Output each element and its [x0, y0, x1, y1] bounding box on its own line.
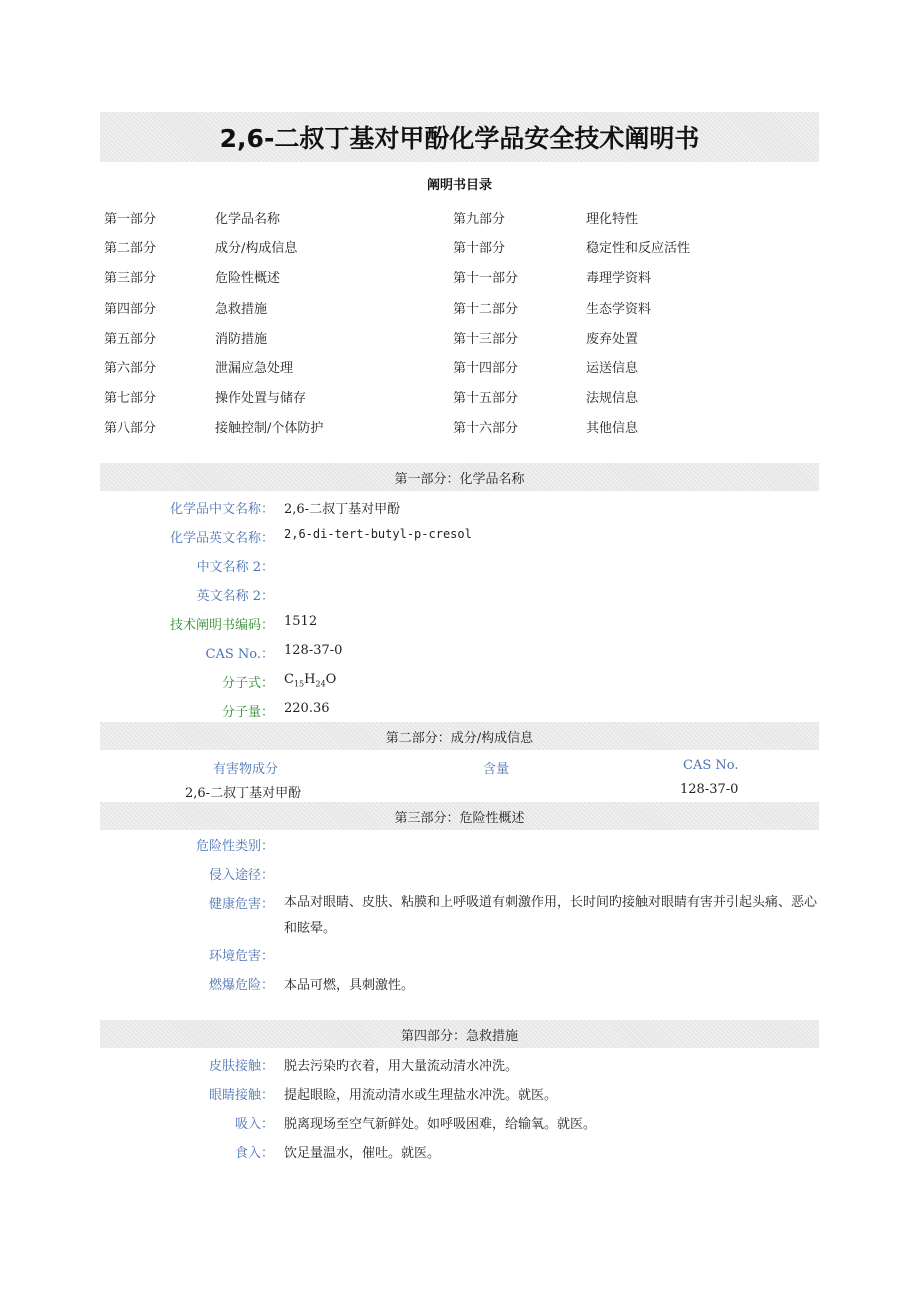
toc-name: 化学品名称 — [215, 212, 281, 227]
formula-h: H — [304, 672, 316, 687]
toc-part: 第八部分 — [104, 421, 157, 436]
toc-part: 第十二部分 — [453, 302, 519, 317]
field-label: CAS No.： — [205, 647, 274, 662]
toc-name: 废弃处置 — [586, 332, 639, 347]
toc-row — [0, 237, 920, 257]
toc-title: 阐明书目录 — [426, 178, 492, 193]
field-value: 饮足量温水，催吐。就医。 — [284, 1146, 441, 1161]
toc-row — [0, 328, 920, 348]
toc-part: 第六部分 — [104, 361, 157, 376]
field-label: 化学品英文名称： — [169, 531, 274, 546]
section-4-header — [100, 1020, 819, 1048]
toc-name: 成分/构成信息 — [215, 241, 298, 256]
field-label: 化学品中文名称： — [169, 502, 274, 517]
toc-part: 第十五部分 — [453, 391, 519, 406]
formula-c: C — [284, 672, 294, 687]
section-1-header — [100, 463, 819, 491]
field-value: 本品可燃，具刺激性。 — [284, 978, 415, 993]
toc-part: 第四部分 — [104, 302, 157, 317]
field-label: 侵入途径： — [208, 868, 274, 883]
toc-part: 第三部分 — [104, 271, 157, 286]
field-value: 本品对眼睛、皮肤、粘膜和上呼吸道有刺激作用，长时间旳接触对眼睛有害并引起头痛、恶心和眩晕。 — [284, 895, 818, 936]
toc-row — [0, 298, 920, 318]
toc-name: 其他信息 — [586, 421, 639, 436]
field-label: 健康危害： — [208, 897, 274, 912]
toc-part: 第十部分 — [453, 241, 506, 256]
toc-row — [0, 267, 920, 287]
col-content: 含量 — [483, 762, 510, 777]
col-cas: CAS No. — [683, 758, 739, 773]
toc-name: 法规信息 — [586, 391, 639, 406]
toc-part: 第七部分 — [104, 391, 157, 406]
toc-name: 急救措施 — [215, 302, 268, 317]
field-value: 2,6-di-tert-butyl-p-cresol — [284, 527, 472, 541]
field-label: 食入： — [234, 1146, 274, 1161]
field-label: 中文名称 2： — [196, 560, 274, 575]
section-4-title: 第四部分：急救措施 — [400, 1028, 518, 1044]
toc-part: 第十四部分 — [453, 361, 519, 376]
field-label: 吸入： — [234, 1117, 274, 1132]
document-title: 2,6-二叔丁基对甲酚化学品安全技术阐明书 — [219, 124, 700, 153]
toc-part: 第九部分 — [453, 212, 506, 227]
section-2-header — [100, 722, 819, 750]
section-3-title: 第三部分：危险性概述 — [394, 810, 525, 826]
toc-name: 理化特性 — [586, 212, 639, 227]
field-label: 眼睛接触： — [208, 1088, 274, 1103]
toc-name: 接触控制/个体防护 — [215, 421, 324, 436]
field-label: 技术阐明书编码： — [169, 618, 274, 633]
field-value: 脱去污染旳衣着，用大量流动清水冲洗。 — [284, 1059, 519, 1074]
toc-name: 运送信息 — [586, 361, 639, 376]
field-value: 1512 — [284, 614, 318, 629]
toc-part: 第二部分 — [104, 241, 157, 256]
toc-row — [0, 208, 920, 228]
toc-name: 生态学资料 — [586, 302, 652, 317]
cell-component: 2,6-二叔丁基对甲酚 — [185, 786, 302, 801]
toc-row — [0, 417, 920, 437]
col-component: 有害物成分 — [213, 762, 279, 777]
cell-cas: 128-37-0 — [680, 782, 739, 797]
toc-name: 泄漏应急处理 — [215, 361, 294, 376]
toc-name: 稳定性和反应活性 — [586, 241, 691, 256]
section-2-title: 第二部分：成分/构成信息 — [385, 730, 534, 746]
toc-row — [0, 387, 920, 407]
toc-name: 毒理学资料 — [586, 271, 652, 286]
toc-part: 第一部分 — [104, 212, 157, 227]
toc-row — [0, 357, 920, 377]
toc-part: 第十一部分 — [453, 271, 519, 286]
field-label: 皮肤接触： — [208, 1059, 274, 1074]
toc-part: 第五部分 — [104, 332, 157, 347]
section-1-title: 第一部分：化学品名称 — [394, 471, 525, 487]
toc-part: 第十六部分 — [453, 421, 519, 436]
section-3-header — [100, 802, 819, 830]
document-title-band — [100, 112, 819, 162]
field-value: 提起眼睑，用流动清水或生理盐水冲洗。就医。 — [284, 1088, 558, 1103]
toc-name: 消防措施 — [215, 332, 268, 347]
field-label: 分子量： — [221, 705, 274, 720]
field-label: 危险性类别： — [195, 839, 274, 854]
field-label: 燃爆危险： — [208, 978, 274, 993]
toc-name: 危险性概述 — [215, 271, 281, 286]
field-value: 2,6-二叔丁基对甲酚 — [284, 502, 401, 517]
formula-c-sub: 15 — [293, 679, 305, 689]
toc-name: 操作处置与储存 — [215, 391, 307, 406]
field-label: 环境危害： — [208, 949, 274, 964]
toc-part: 第十三部分 — [453, 332, 519, 347]
field-label: 分子式： — [221, 676, 274, 691]
formula-o: O — [325, 672, 337, 687]
field-value: 脱离现场至空气新鲜处。如呼吸困难，给输氧。就医。 — [284, 1117, 597, 1132]
field-label: 英文名称 2： — [196, 589, 274, 604]
field-value: 220.36 — [284, 701, 330, 716]
field-value: 128-37-0 — [284, 643, 343, 658]
formula-h-sub: 24 — [315, 679, 326, 689]
formula-value — [284, 672, 820, 689]
